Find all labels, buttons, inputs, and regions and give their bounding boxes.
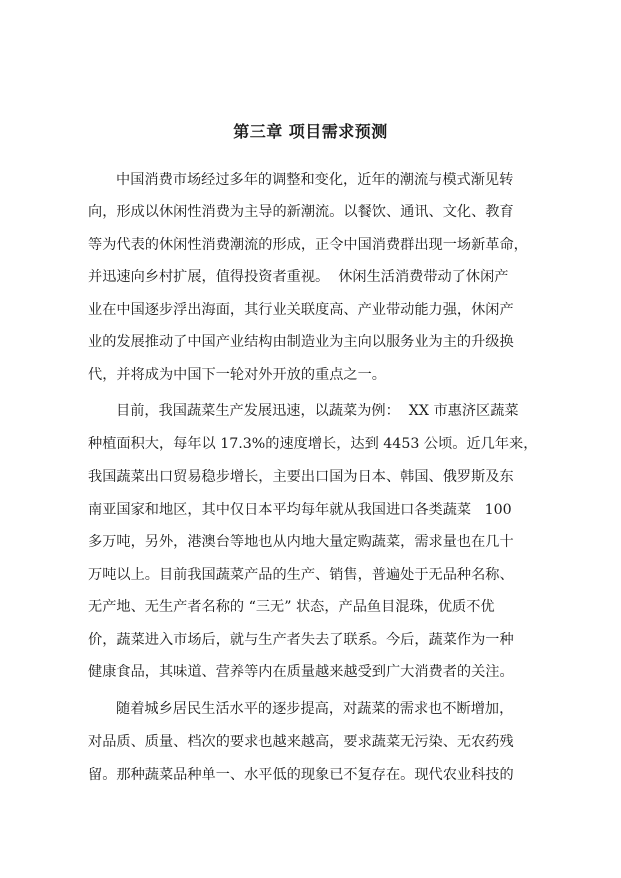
paragraph-2-line-6: 万吨以上。目前我国蔬菜产品的生产、销售，普遍处于无品种名称、 xyxy=(88,567,514,583)
paragraph-2-line-5: 多万吨，另外，港澳台等地也从内地大量定购蔬菜，需求量也在几十 xyxy=(88,534,514,550)
paragraph-3-line-1: 随着城乡居民生活水平的逐步提高，对蔬菜的需求也不断增加， xyxy=(116,701,514,717)
paragraph-1-line-2: 向，形成以休闲性消费为主导的新潮流。以餐饮、通讯、文化、教育 xyxy=(88,204,514,220)
paragraph-2-line-7: 无产地、无生产者名称的 “三无” 状态，产品鱼目混珠，优质不优 xyxy=(88,599,495,615)
paragraph-2-line-1: 目前，我国蔬菜生产发展迅速，以蔬菜为例： XX 市惠济区蔬菜 xyxy=(116,403,519,419)
paragraph-1-line-5: 业在中国逐步浮出海面，其行业关联度高、产业带动能力强，休闲产 xyxy=(88,302,514,318)
paragraph-1-line-4: 并迅速向乡村扩展，值得投资者重视。 休闲生活消费带动了休闲产 xyxy=(88,269,509,285)
paragraph-1-line-6: 业的发展推动了中国产业结构由制造业为主向以服务业为主的升级换 xyxy=(88,334,514,350)
paragraph-2-line-3: 我国蔬菜出口贸易稳步增长，主要出口国为日本、韩国、俄罗斯及东 xyxy=(88,469,514,485)
paragraph-2-line-4: 南亚国家和地区，其中仅日本平均每年就从我国进口各类蔬菜 100 xyxy=(88,502,512,518)
paragraph-1-line-1: 中国消费市场经过多年的调整和变化，近年的潮流与模式渐见转 xyxy=(116,172,514,188)
paragraph-3-line-3: 留。那种蔬菜品种单一、水平低的现象已不复存在。现代农业科技的 xyxy=(88,767,514,783)
paragraph-3-line-2: 对品质、质量、档次的要求也越来越高，要求蔬菜无污染、无农药残 xyxy=(88,734,514,750)
chapter-title: 第三章 项目需求预测 xyxy=(233,122,388,141)
paragraph-2-line-8: 价，蔬菜进入市场后，就与生产者失去了联系。今后，蔬菜作为一种 xyxy=(88,632,514,648)
paragraph-1-line-7: 代，并将成为中国下一轮对外开放的重点之一。 xyxy=(88,367,386,383)
paragraph-2-line-9: 健康食品，其味道、营养等内在质量越来越受到广大消费者的关注。 xyxy=(88,664,514,680)
paragraph-2-line-2: 种植面积大，每年以 17.3%的速度增长，达到 4453 公顷。近几年来， xyxy=(88,436,538,452)
paragraph-1-line-3: 等为代表的休闲性消费潮流的形成，正令中国消费群出现一场新革命， xyxy=(88,237,528,253)
